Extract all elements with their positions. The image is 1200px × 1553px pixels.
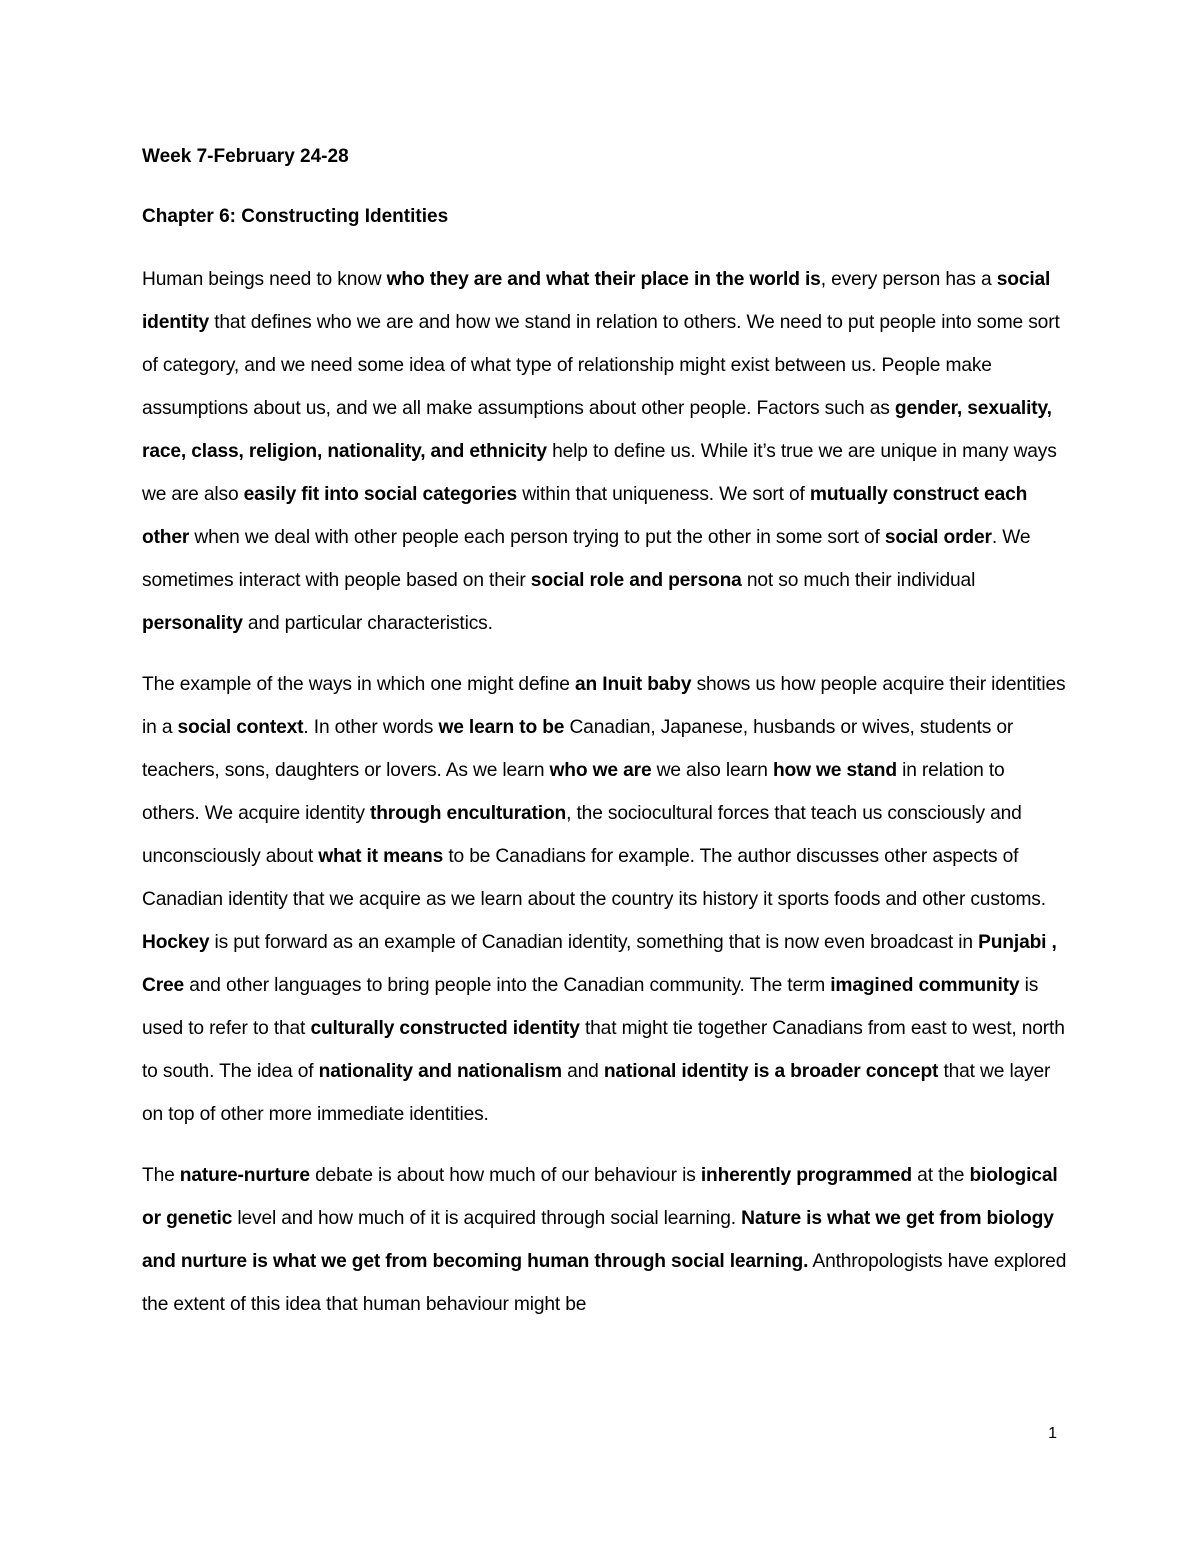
- bold-text-run: national identity is a broader concept: [603, 1061, 939, 1082]
- bold-text-run: biological or genetic: [142, 1165, 1058, 1229]
- text-run: . In other words: [303, 717, 439, 738]
- text-run: and other languages to bring people into the Canadian community. The term: [184, 975, 831, 996]
- paragraph-1: [142, 258, 1067, 645]
- text-run: within that uniqueness. We sort of: [517, 484, 810, 505]
- bold-text-run: inherently programmed: [700, 1165, 912, 1186]
- bold-text-run: nature-nurture: [179, 1165, 310, 1186]
- text-run: we also learn: [651, 760, 773, 781]
- bold-text-run: social order: [884, 527, 992, 548]
- page-number: 1: [1048, 1425, 1057, 1442]
- text-run: to be Canadians for example. The author discusses other aspects of Canadian identity that we acquire as we learn about the country its history it sports foods and other customs.: [142, 846, 1046, 910]
- bold-text-run: Hockey: [142, 932, 210, 953]
- bold-text-run: culturally constructed identity: [310, 1018, 580, 1039]
- text-run: , the sociocultural forces that teach us consciously and unconsciously about: [142, 803, 1022, 867]
- bold-text-run: social context: [177, 717, 304, 738]
- document-body: [142, 138, 1067, 1344]
- bold-text-run: an Inuit baby: [575, 674, 692, 695]
- text-run: is put forward as an example of Canadian identity, something that is now even broadcast in: [209, 932, 979, 953]
- text-run: at the: [912, 1165, 970, 1186]
- text-run: , every person has a: [820, 269, 997, 290]
- text-run: debate is about how much of our behaviour is: [309, 1165, 701, 1186]
- bold-text-run: personality: [142, 613, 243, 634]
- bold-text-run: who we are: [549, 760, 652, 781]
- text-run: not so much their individual: [741, 570, 976, 591]
- text-run: and particular characteristics.: [242, 613, 493, 634]
- bold-text-run: gender, sexuality, race, class, religion, nationality, and ethnicity: [142, 398, 1052, 462]
- text-run: in relation to others. We acquire identity: [142, 760, 1005, 824]
- text-run: level and how much of it is acquired through social learning.: [232, 1208, 742, 1229]
- bold-text-run: what it means: [318, 846, 444, 867]
- bold-text-run: social role and persona: [530, 570, 742, 591]
- bold-text-run: imagined community: [830, 975, 1020, 996]
- text-run: Human beings need to know: [142, 269, 387, 290]
- text-run: that we layer on top of other more immediate identities.: [142, 1061, 1051, 1125]
- text-run: shows us how people acquire their identities in a: [142, 674, 1066, 738]
- bold-text-run: mutually construct each other: [142, 484, 1028, 548]
- bold-text-run: we learn to be: [438, 717, 565, 738]
- week-title: Week 7-February 24-28: [142, 146, 349, 167]
- bold-text-run: easily fit into social categories: [243, 484, 518, 505]
- paragraph-3: [142, 1154, 1067, 1326]
- paragraph-2: [142, 663, 1067, 1136]
- text-run: Canadian, Japanese, husbands or wives, students or teachers, sons, daughters or lovers. As we learn: [142, 717, 1014, 781]
- bold-text-run: Nature is what we get from biology and nurture is what we get from becoming human through social learning.: [142, 1208, 1054, 1272]
- text-run: that might tie together Canadians from east to west, north to south. The idea of: [142, 1018, 1065, 1082]
- text-run: The: [142, 1165, 180, 1186]
- bold-text-run: how we stand: [772, 760, 897, 781]
- bold-text-run: social identity: [142, 269, 1051, 333]
- bold-text-run: who they are and what their place in the world is: [386, 269, 821, 290]
- text-run: that defines who we are and how we stand in relation to others. We need to put people into some sort of category, and we need some idea of what type of relationship might exist between us. People make assumptions about us, and we all make assumptions about other people. Factors such as: [142, 312, 1060, 419]
- bold-text-run: through enculturation: [369, 803, 567, 824]
- text-run: . We sometimes interact with people based on their: [142, 527, 1031, 591]
- bold-text-run: nationality and nationalism: [318, 1061, 562, 1082]
- text-run: The example of the ways in which one might define: [142, 674, 575, 695]
- text-run: is used to refer to that: [142, 975, 1039, 1039]
- text-run: Anthropologists have explored the extent of this idea that human behaviour might be: [142, 1251, 1067, 1315]
- text-run: when we deal with other people each person trying to put the other in some sort of: [189, 527, 885, 548]
- text-run: help to define us. While it’s true we are unique in many ways we are also: [142, 441, 1057, 505]
- bold-text-run: Punjabi , Cree: [142, 932, 1057, 996]
- text-run: and: [561, 1061, 604, 1082]
- chapter-title: Chapter 6: Constructing Identities: [142, 206, 449, 227]
